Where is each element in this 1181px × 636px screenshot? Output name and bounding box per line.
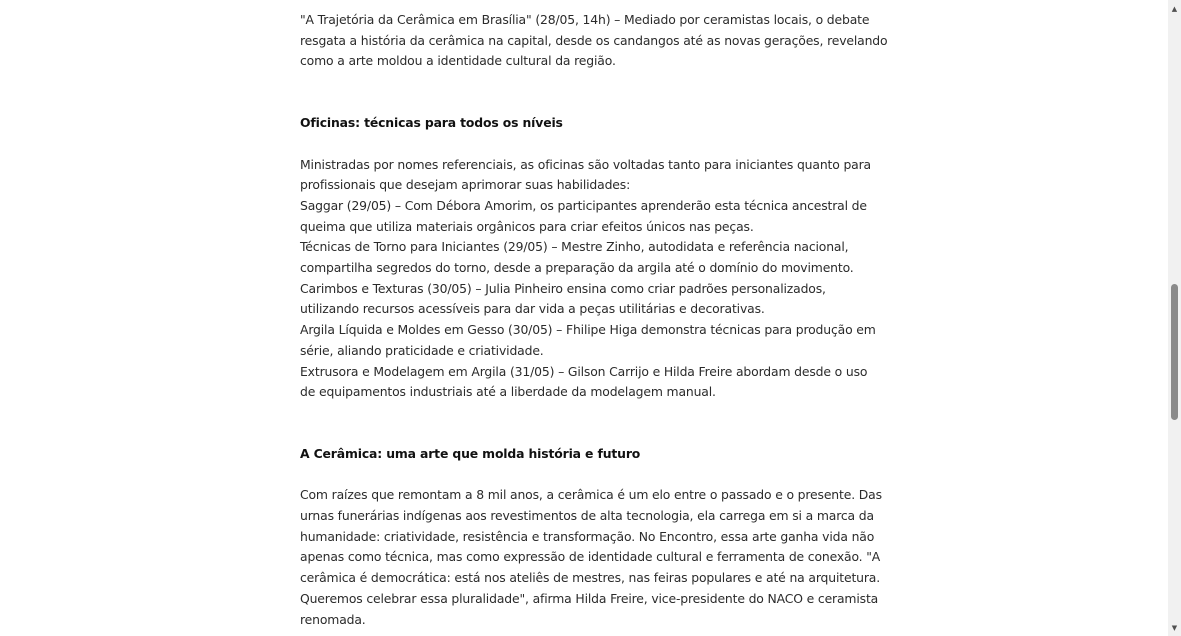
intro-paragraph bbox=[300, 10, 888, 72]
paragraph-line: Extrusora e Modelagem em Argila (31/05) – Gilson Carrijo e Hilda Freire abordam desde o uso bbox=[300, 363, 868, 379]
oficinas-paragraph bbox=[300, 155, 876, 403]
paragraph-line: de equipamentos industriais até a liberdade da modelagem manual. bbox=[300, 384, 716, 400]
paragraph-line: resgata a história da cerâmica na capital, desde os candangos até as novas gerações, revelando bbox=[300, 32, 888, 48]
scroll-down-arrow-icon[interactable]: ▼ bbox=[1171, 623, 1178, 632]
section-heading-ceramica: A Cerâmica: uma arte que molda história e futuro bbox=[300, 445, 641, 461]
paragraph-line: compartilha segredos do torno, desde a preparação da argila até o domínio do movimento. bbox=[300, 260, 854, 276]
paragraph-line: humanidade: criatividade, resistência e transformação. No Encontro, essa arte ganha vida não bbox=[300, 528, 875, 544]
paragraph-line: Queremos celebrar essa pluralidade", afirma Hilda Freire, vice-presidente do NACO e ceramista bbox=[300, 590, 879, 606]
ceramica-paragraph bbox=[300, 485, 882, 630]
paragraph-line: Ministradas por nomes referenciais, as oficinas são voltadas tanto para iniciantes quanto para bbox=[300, 156, 871, 172]
paragraph-line: "A Trajetória da Cerâmica em Brasília" (28/05, 14h) – Mediado por ceramistas locais, o debate bbox=[300, 12, 870, 27]
paragraph-line: Saggar (29/05) – Com Débora Amorim, os participantes aprenderão esta técnica ancestral de bbox=[300, 197, 867, 213]
article-body bbox=[300, 10, 888, 630]
paragraph-line: Argila Líquida e Moldes em Gesso (30/05) – Fhilipe Higa demonstra técnicas para produção em bbox=[300, 322, 876, 338]
scroll-thumb[interactable] bbox=[1171, 284, 1178, 420]
paragraph-line: profissionais que desejam aprimorar suas habilidades: bbox=[300, 177, 631, 193]
paragraph-line: Carimbos e Texturas (30/05) – Julia Pinheiro ensina como criar padrões personalizados, bbox=[300, 280, 826, 296]
paragraph-line: urnas funerárias indígenas aos revestimentos de alta tecnologia, ela carrega em si a marca da bbox=[300, 508, 874, 524]
paragraph-line: queima que utiliza materiais orgânicos para criar efeitos únicos nas peças. bbox=[300, 218, 754, 234]
paragraph-line: cerâmica é democrática: está nos ateliês de mestres, nas feiras populares e até na arquitetura. bbox=[300, 570, 881, 586]
paragraph-line: apenas como técnica, mas como expressão de identidade cultural e ferramenta de conexão. "A bbox=[300, 549, 881, 565]
scroll-up-arrow-icon[interactable]: ▲ bbox=[1171, 4, 1178, 13]
paragraph-line: como a arte moldou a identidade cultural da região. bbox=[300, 53, 616, 69]
paragraph-line: série, aliando praticidade e criatividade. bbox=[300, 342, 544, 358]
paragraph-line: Com raízes que remontam a 8 mil anos, a cerâmica é um elo entre o passado e o presente. Das bbox=[300, 487, 882, 503]
section-heading-oficinas: Oficinas: técnicas para todos os níveis bbox=[300, 115, 563, 131]
paragraph-line: Técnicas de Torno para Iniciantes (29/05) – Mestre Zinho, autodidata e referência nacional, bbox=[300, 239, 849, 255]
paragraph-line: renomada. bbox=[300, 611, 366, 627]
paragraph-line: utilizando recursos acessíveis para dar vida a peças utilitárias e decorativas. bbox=[300, 301, 765, 317]
vertical-scrollbar[interactable] bbox=[1168, 0, 1181, 636]
